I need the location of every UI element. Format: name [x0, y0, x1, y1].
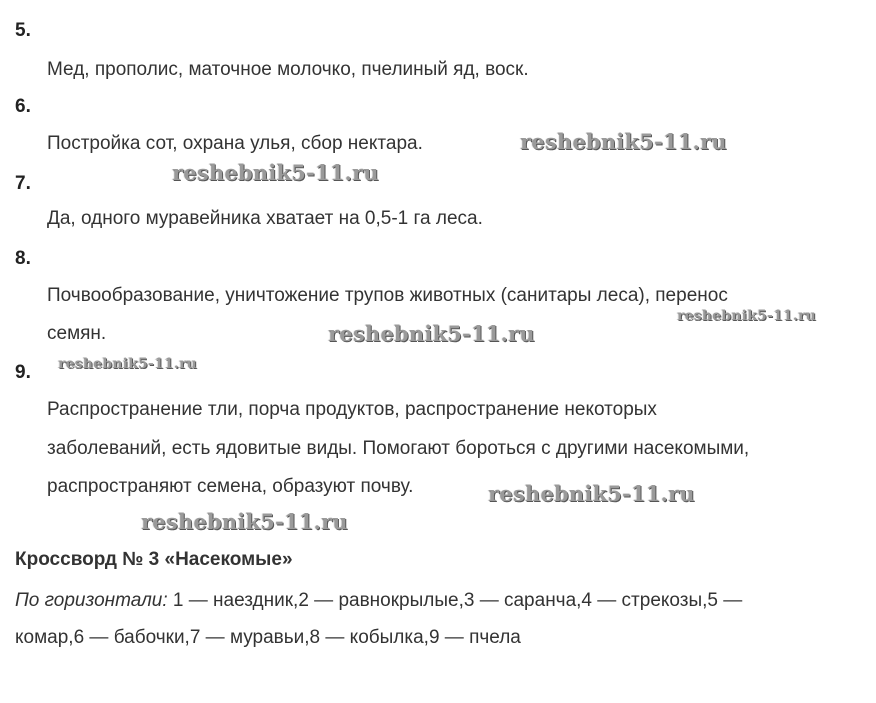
answer-5-line-1: Мед, прополис, маточное молочко, пчелиный яд, воск.	[47, 59, 529, 80]
answer-number-7: 7.	[15, 173, 31, 194]
answer-number-8: 8.	[15, 248, 31, 269]
answer-8-line-2: семян.	[47, 323, 107, 344]
crossword-title: Кроссворд № 3 «Насекомые»	[15, 549, 293, 570]
crossword-horizontal-line-1	[15, 590, 742, 612]
crossword-horizontal-line-2: комар,6 — бабочки,7 — муравьи,8 — кобылка,9 — пчела	[15, 627, 521, 648]
answer-9-line-1: Распространение тли, порча продуктов, распространение некоторых	[47, 399, 657, 420]
answer-9-line-3: распространяют семена, образуют почву.	[47, 476, 414, 497]
watermark: reshebnik5-11.ru	[520, 129, 727, 154]
answer-number-6: 6.	[15, 96, 31, 117]
watermark: reshebnik5-11.ru	[328, 321, 535, 346]
answer-8-line-1: Почвообразование, уничтожение трупов животных (санитары леса), перенос	[47, 285, 728, 306]
answer-7-line-1: Да, одного муравейника хватает на 0,5-1 га леса.	[47, 208, 483, 229]
watermark: reshebnik5-11.ru	[172, 160, 379, 185]
answer-6-line-1: Постройка сот, охрана улья, сбор нектара.	[47, 133, 423, 154]
answer-9-line-2: заболеваний, есть ядовитые виды. Помогают бороться с другими насекомыми,	[47, 438, 750, 459]
watermark: reshebnik5-11.ru	[58, 356, 197, 372]
watermark: reshebnik5-11.ru	[488, 481, 695, 506]
watermark: reshebnik5-11.ru	[677, 308, 816, 324]
answer-number-9: 9.	[15, 362, 31, 383]
answer-number-5: 5.	[15, 20, 31, 41]
crossword-horizontal-answers-1: 1 — наездник,2 — равнокрылые,3 — саранча,4 — стрекозы,5 —	[167, 590, 743, 611]
watermark: reshebnik5-11.ru	[141, 509, 348, 534]
crossword-horizontal-label: По горизонтали:	[15, 590, 168, 611]
